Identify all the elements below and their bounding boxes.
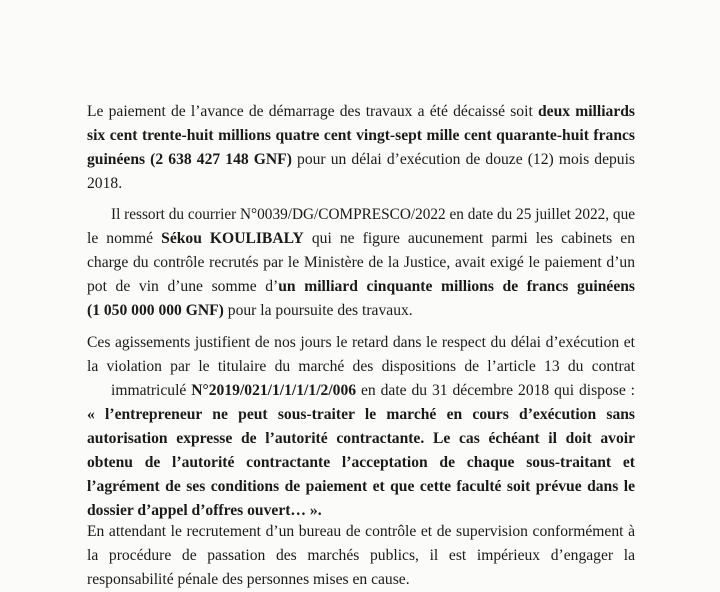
- text-segment: 2018.: [87, 175, 123, 192]
- text-segment: qui ne figure aucunement parmi les cabinets en: [303, 230, 635, 247]
- text-line: [87, 403, 635, 427]
- text-segment-bold: « l’entrepreneur ne peut sous-traiter le marché en cours d’exécution sans: [87, 406, 635, 423]
- text-segment-bold: l’agrément de ses conditions de paiement et que cette faculté soit prévue dans le: [87, 478, 635, 495]
- text-line: [87, 100, 635, 124]
- text-line: [87, 568, 635, 592]
- text-line: [87, 124, 635, 148]
- text-segment: immatriculé: [111, 382, 192, 399]
- text-segment: la violation par le titulaire du marché des dispositions de l’article 13 du contrat: [87, 358, 635, 375]
- text-segment-bold: N°2019/021/1/1/1/1/2/006: [191, 382, 357, 399]
- text-segment: responsabilité pénale des personnes mises en cause.: [87, 571, 410, 588]
- paragraph-advance-payment: [87, 100, 635, 196]
- text-line: [87, 251, 635, 275]
- text-line: [87, 299, 635, 323]
- text-line: [87, 544, 635, 568]
- text-segment: pour un délai d’exécution de douze (12) mois depuis: [291, 151, 635, 168]
- text-segment: charge du contrôle recrutés par le Ministère de la Justice, avait exigé le paiement d’un: [87, 254, 635, 271]
- paragraph-agissements: [87, 331, 635, 523]
- text-line: [87, 520, 635, 544]
- text-line: [87, 379, 635, 403]
- text-segment-bold: Sékou KOULIBALY: [161, 230, 304, 247]
- text-line: [87, 331, 635, 355]
- text-segment: Le paiement de l’avance de démarrage des travaux a été décaissé soit: [87, 103, 538, 120]
- text-segment: la procédure de passation des marchés publics, il est impérieux d’engager la: [87, 547, 635, 564]
- text-segment-bold: (1 050 000 000 GNF): [87, 302, 224, 319]
- text-segment: En attendant le recrutement d’un bureau de contrôle et de supervision conformément à: [87, 523, 635, 540]
- text-line: [87, 227, 635, 251]
- text-segment: en date du 31 décembre 2018 qui dispose :: [356, 382, 635, 399]
- text-segment: le nommé: [87, 230, 162, 247]
- text-segment-bold: guinéens (2 638 427 148 GNF): [87, 151, 292, 168]
- text-line: [87, 475, 635, 499]
- text-segment-bold: un milliard cinquante millions de francs guinéens: [278, 278, 635, 295]
- text-segment-bold: deux milliards: [537, 103, 635, 120]
- text-line: [87, 275, 635, 299]
- text-line: [87, 451, 635, 475]
- text-segment-bold: six cent trente-huit millions quatre cent vingt-sept mille cent quarante-huit francs: [87, 127, 635, 144]
- text-segment-bold: dossier d’appel d’offres ouvert… ».: [87, 502, 322, 519]
- text-line: [87, 203, 635, 227]
- text-line: [87, 148, 635, 172]
- text-segment: pot de vin d’une somme d’: [87, 278, 279, 295]
- text-line: [87, 427, 635, 451]
- paragraph-recrutement: [87, 520, 635, 592]
- text-segment-bold: autorisation expresse de l’autorité contractante. Le cas échéant il doit avoir: [87, 430, 635, 447]
- text-segment: pour la poursuite des travaux.: [223, 302, 413, 319]
- text-line: [87, 355, 635, 379]
- text-segment: Ces agissements justifient de nos jours le retard dans le respect du délai d’exécution et: [87, 334, 635, 351]
- text-line: [87, 172, 635, 196]
- text-segment-bold: obtenu de l’autorité contractante l’acceptation de chaque sous-traitant et: [87, 454, 635, 471]
- text-segment: Il ressort du courrier N°0039/DG/COMPRESCO/2022 en date du 25 juillet 2022, que: [111, 206, 635, 223]
- paragraph-courrier: [87, 203, 635, 323]
